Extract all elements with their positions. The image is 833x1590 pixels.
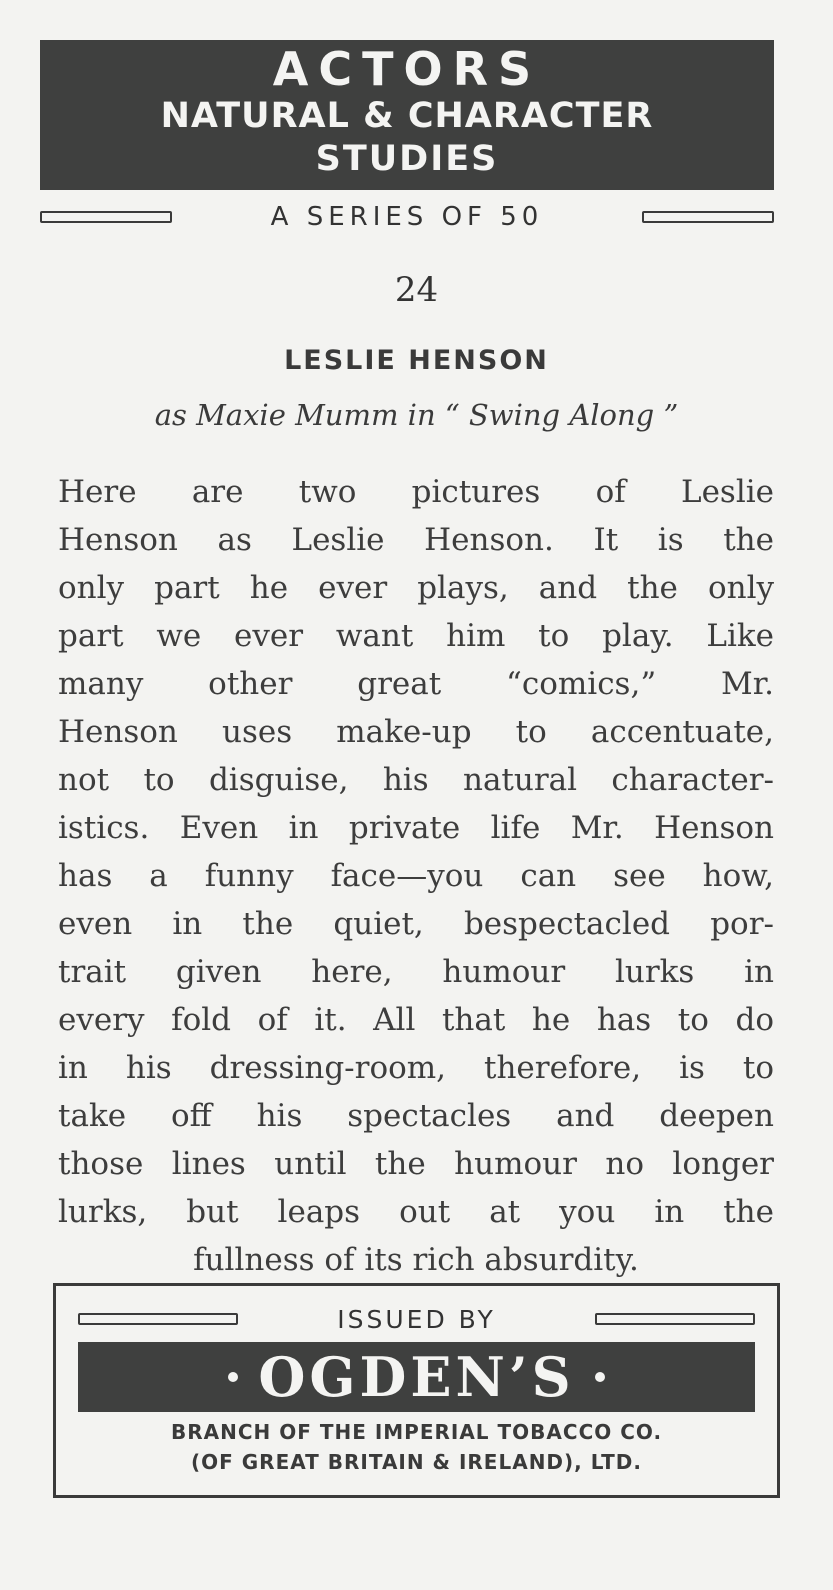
branch-line-2: (OF GREAT BRITAIN & IRELAND), LTD. (190, 1450, 643, 1474)
issued-by-row (78, 1304, 755, 1334)
text-line: even in the quiet, bespectacled por- (58, 906, 774, 942)
text-line: lurks, but leaps out at you in the (58, 1194, 774, 1230)
series-row (40, 202, 774, 232)
left-bracket-ornament (40, 211, 172, 223)
description-text (58, 468, 774, 1284)
bullet-dot-icon (595, 1372, 605, 1382)
text-line: in his dressing-room, therefore, is to (58, 1050, 774, 1086)
right-bracket-ornament (595, 1313, 755, 1325)
series-count: A SERIES OF 50 (270, 202, 544, 232)
text-line: many other great “comics,” Mr. (58, 666, 774, 702)
branch-line-1: BRANCH OF THE IMPERIAL TOBACCO CO. (170, 1420, 663, 1444)
right-bracket-ornament (642, 211, 774, 223)
card-number: 24 (394, 270, 439, 310)
text-line: part we ever want him to play. Like (58, 618, 774, 654)
text-line: Henson uses make-up to accentuate, (58, 714, 774, 750)
issued-by-label: ISSUED BY (337, 1304, 496, 1334)
text-line: not to disguise, his natural character- (58, 762, 774, 798)
text-line: take off his spectacles and deepen (58, 1098, 774, 1134)
issuer-box (53, 1283, 780, 1498)
text-line-last: fullness of its rich absurdity. (193, 1242, 639, 1278)
card-series-subtitle-2: STUDIES (315, 139, 499, 179)
brand-band (78, 1342, 755, 1412)
header-banner (40, 40, 774, 190)
text-line: only part he ever plays, and the only (58, 570, 774, 606)
text-line: trait given here, humour lurks in (58, 954, 774, 990)
card-series-title: ACTORS (272, 42, 542, 96)
card-series-subtitle: NATURAL & CHARACTER (160, 96, 654, 136)
text-line: those lines until the humour no longer (58, 1146, 774, 1182)
subject-name: LESLIE HENSON (284, 345, 549, 376)
text-line: Here are two pictures of Leslie (58, 474, 774, 510)
left-bracket-ornament (78, 1313, 238, 1325)
text-line: Henson as Leslie Henson. It is the (58, 522, 774, 558)
role-caption: as Maxie Mumm in “ Swing Along ” (154, 398, 679, 432)
text-line: has a funny face—you can see how, (58, 858, 774, 894)
text-line: every fold of it. All that he has to do (58, 1002, 774, 1038)
bullet-dot-icon (228, 1372, 238, 1382)
text-line: istics. Even in private life Mr. Henson (58, 810, 774, 846)
brand-name: OGDEN’S (258, 1345, 575, 1409)
